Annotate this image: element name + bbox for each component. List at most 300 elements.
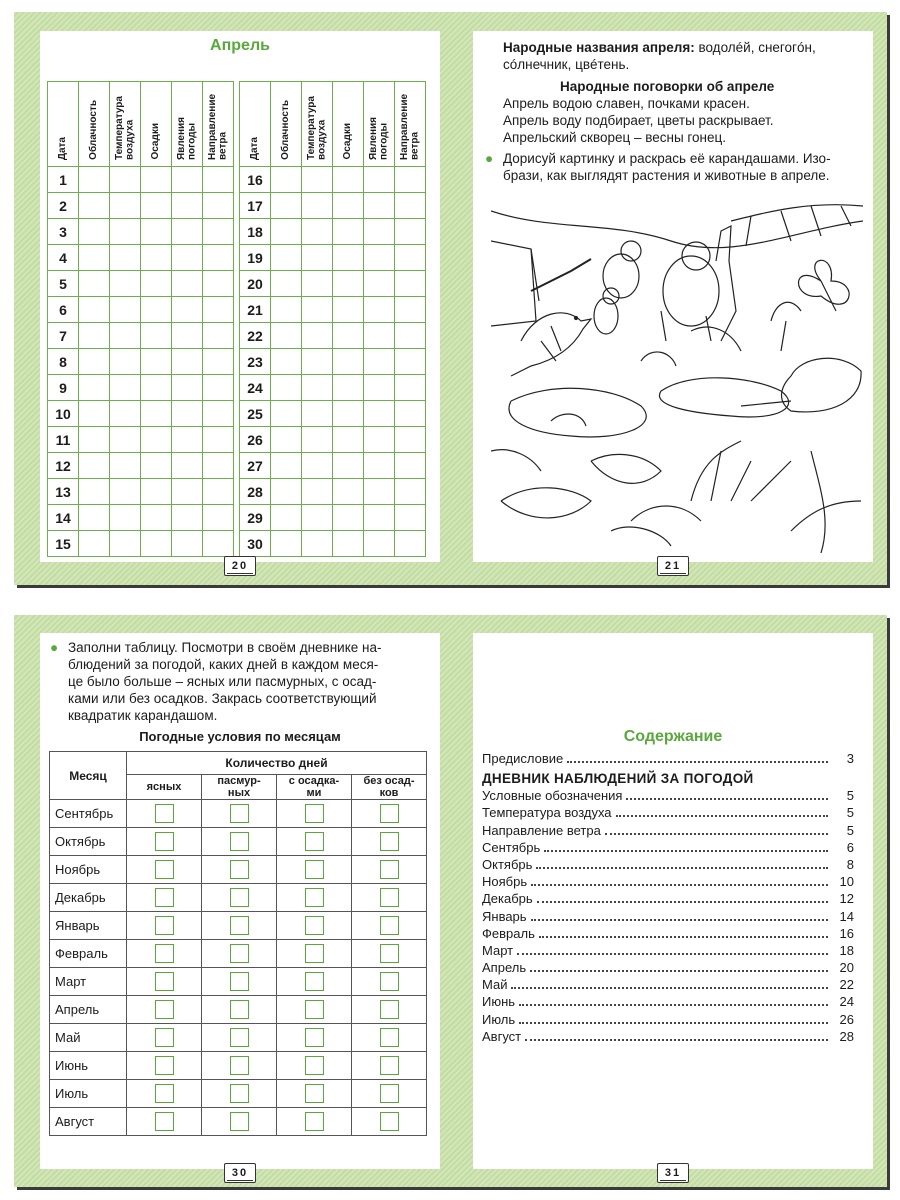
checkbox-cell bbox=[127, 884, 202, 912]
entry-cell[interactable] bbox=[271, 167, 302, 193]
month-name: Август bbox=[50, 1108, 127, 1136]
entry-cell[interactable] bbox=[302, 245, 333, 271]
entry-cell[interactable] bbox=[271, 219, 302, 245]
entry-cell[interactable] bbox=[271, 349, 302, 375]
entry-cell[interactable] bbox=[110, 479, 141, 505]
checkbox-cell bbox=[127, 828, 202, 856]
entry-cell[interactable] bbox=[203, 479, 234, 505]
checkbox-square[interactable] bbox=[380, 804, 399, 823]
checkbox-cell bbox=[202, 884, 277, 912]
entry-cell[interactable] bbox=[333, 479, 364, 505]
entry-cell[interactable] bbox=[203, 219, 234, 245]
toc-row bbox=[482, 1029, 854, 1046]
page-21 bbox=[473, 31, 873, 572]
entry-cell[interactable] bbox=[203, 245, 234, 271]
entry-cell[interactable] bbox=[395, 193, 426, 219]
column-header-label: Осадки bbox=[149, 123, 161, 160]
entry-cell[interactable] bbox=[302, 479, 333, 505]
entry-cell[interactable] bbox=[141, 271, 172, 297]
checkbox-square[interactable] bbox=[230, 1084, 249, 1103]
entry-cell[interactable] bbox=[395, 271, 426, 297]
entry-cell[interactable] bbox=[141, 349, 172, 375]
entry-cell[interactable] bbox=[79, 531, 110, 557]
column-header-label: Облачность bbox=[279, 100, 291, 160]
checkbox-square[interactable] bbox=[305, 888, 324, 907]
column-header bbox=[110, 82, 141, 167]
toc-page: 14 bbox=[839, 908, 854, 924]
entry-cell[interactable] bbox=[364, 271, 395, 297]
toc-page: 12 bbox=[839, 891, 854, 907]
entry-cell[interactable] bbox=[79, 193, 110, 219]
checkbox-square[interactable] bbox=[155, 804, 174, 823]
entry-cell[interactable] bbox=[172, 349, 203, 375]
column-header-label: Осадки bbox=[341, 123, 353, 160]
entry-cell[interactable] bbox=[203, 427, 234, 453]
toc-label: Октябрь bbox=[482, 856, 533, 872]
entry-cell[interactable] bbox=[203, 401, 234, 427]
entry-cell[interactable] bbox=[395, 505, 426, 531]
day-number: 6 bbox=[48, 297, 79, 323]
task-line: Заполни таблицу. Посмотри в своём дневнике на- bbox=[68, 640, 382, 655]
column-header-label: Дата bbox=[56, 136, 68, 160]
entry-cell[interactable] bbox=[141, 427, 172, 453]
entry-cell[interactable] bbox=[333, 531, 364, 557]
entry-cell[interactable] bbox=[395, 479, 426, 505]
entry-cell[interactable] bbox=[110, 375, 141, 401]
checkbox-square[interactable] bbox=[230, 972, 249, 991]
entry-cell[interactable] bbox=[271, 271, 302, 297]
entry-cell[interactable] bbox=[364, 505, 395, 531]
entry-cell[interactable] bbox=[333, 505, 364, 531]
checkbox-cell bbox=[352, 940, 427, 968]
entry-cell[interactable] bbox=[172, 245, 203, 271]
month-name: Декабрь bbox=[50, 884, 127, 912]
entry-cell[interactable] bbox=[79, 271, 110, 297]
entry-cell[interactable] bbox=[203, 505, 234, 531]
day-number: 12 bbox=[48, 453, 79, 479]
entry-cell[interactable] bbox=[110, 531, 141, 557]
entry-cell[interactable] bbox=[141, 479, 172, 505]
month-name: Январь bbox=[50, 912, 127, 940]
entry-cell[interactable] bbox=[395, 531, 426, 557]
entry-cell[interactable] bbox=[110, 193, 141, 219]
checkbox-square[interactable] bbox=[305, 944, 324, 963]
entry-cell[interactable] bbox=[364, 427, 395, 453]
sayings-title: Народные поговорки об апреле bbox=[560, 79, 775, 94]
column-header-label: Направление ветра bbox=[398, 93, 420, 160]
checkbox-square[interactable] bbox=[230, 860, 249, 879]
entry-cell[interactable] bbox=[302, 531, 333, 557]
entry-cell[interactable] bbox=[172, 271, 203, 297]
table-row bbox=[50, 884, 427, 912]
toc-label: Условные обозначения bbox=[482, 788, 623, 804]
day-number: 2 bbox=[48, 193, 79, 219]
entry-cell[interactable] bbox=[203, 323, 234, 349]
entry-cell[interactable] bbox=[302, 219, 333, 245]
toc-row bbox=[482, 891, 854, 908]
entry-cell[interactable] bbox=[203, 531, 234, 557]
checkbox-square[interactable] bbox=[305, 860, 324, 879]
entry-cell[interactable] bbox=[271, 375, 302, 401]
column-header: без осад- ков bbox=[352, 775, 427, 800]
entry-cell[interactable] bbox=[79, 297, 110, 323]
checkbox-square[interactable] bbox=[155, 1056, 174, 1075]
table-row bbox=[48, 375, 234, 401]
checkbox-square[interactable] bbox=[155, 944, 174, 963]
checkbox-square[interactable] bbox=[155, 888, 174, 907]
checkbox-square[interactable] bbox=[380, 888, 399, 907]
table-row bbox=[48, 271, 234, 297]
entry-cell[interactable] bbox=[110, 427, 141, 453]
entry-cell[interactable] bbox=[203, 271, 234, 297]
entry-cell[interactable] bbox=[271, 323, 302, 349]
entry-cell[interactable] bbox=[141, 401, 172, 427]
entry-cell[interactable] bbox=[141, 505, 172, 531]
entry-cell[interactable] bbox=[141, 245, 172, 271]
entry-cell[interactable] bbox=[333, 453, 364, 479]
toc-label: Февраль bbox=[482, 925, 535, 941]
table-row bbox=[240, 167, 426, 193]
task-line: це было больше – ясных или пасмурных, с осад- bbox=[68, 674, 377, 689]
entry-cell[interactable] bbox=[79, 323, 110, 349]
checkbox-square[interactable] bbox=[380, 944, 399, 963]
entry-cell[interactable] bbox=[364, 531, 395, 557]
day-number: 11 bbox=[48, 427, 79, 453]
entry-cell[interactable] bbox=[172, 193, 203, 219]
table-row bbox=[48, 479, 234, 505]
entry-cell[interactable] bbox=[364, 245, 395, 271]
column-header bbox=[79, 82, 110, 167]
checkbox-square[interactable] bbox=[305, 804, 324, 823]
entry-cell[interactable] bbox=[271, 245, 302, 271]
entry-cell[interactable] bbox=[141, 453, 172, 479]
entry-cell[interactable] bbox=[110, 167, 141, 193]
toc-row bbox=[482, 960, 854, 977]
checkbox-square[interactable] bbox=[230, 1028, 249, 1047]
page-number: 31 bbox=[657, 1163, 689, 1183]
checkbox-square[interactable] bbox=[305, 1056, 324, 1075]
checkbox-square[interactable] bbox=[380, 1112, 399, 1131]
entry-cell[interactable] bbox=[203, 193, 234, 219]
column-header bbox=[172, 82, 203, 167]
month-name: Июль bbox=[50, 1080, 127, 1108]
task-line: ками или без осадков. Закрась соответствующий bbox=[68, 691, 377, 706]
entry-cell[interactable] bbox=[271, 297, 302, 323]
entry-cell[interactable] bbox=[364, 479, 395, 505]
checkbox-square[interactable] bbox=[155, 916, 174, 935]
table-row bbox=[240, 531, 426, 557]
checkbox-square[interactable] bbox=[305, 1112, 324, 1131]
entry-cell[interactable] bbox=[333, 219, 364, 245]
entry-cell[interactable] bbox=[110, 349, 141, 375]
column-header-label: Явления погоды bbox=[175, 116, 197, 160]
checkbox-cell bbox=[277, 968, 352, 996]
checkbox-square[interactable] bbox=[155, 1028, 174, 1047]
entry-cell[interactable] bbox=[302, 453, 333, 479]
entry-cell[interactable] bbox=[302, 505, 333, 531]
entry-cell[interactable] bbox=[364, 219, 395, 245]
toc-leader bbox=[537, 891, 828, 903]
checkbox-cell bbox=[202, 1108, 277, 1136]
entry-cell[interactable] bbox=[333, 271, 364, 297]
entry-cell[interactable] bbox=[271, 453, 302, 479]
checkbox-square[interactable] bbox=[230, 1000, 249, 1019]
checkbox-cell bbox=[277, 1080, 352, 1108]
entry-cell[interactable] bbox=[110, 271, 141, 297]
checkbox-square[interactable] bbox=[230, 888, 249, 907]
toc-label: Март bbox=[482, 942, 514, 958]
entry-cell[interactable] bbox=[79, 167, 110, 193]
column-header bbox=[395, 82, 426, 167]
toc-page: 28 bbox=[839, 1028, 854, 1044]
entry-cell[interactable] bbox=[110, 219, 141, 245]
entry-cell[interactable] bbox=[141, 297, 172, 323]
day-number: 26 bbox=[240, 427, 271, 453]
entry-cell[interactable] bbox=[110, 323, 141, 349]
entry-cell[interactable] bbox=[172, 479, 203, 505]
checkbox-square[interactable] bbox=[380, 832, 399, 851]
checkbox-cell bbox=[202, 912, 277, 940]
entry-cell[interactable] bbox=[333, 401, 364, 427]
entry-cell[interactable] bbox=[172, 323, 203, 349]
entry-cell[interactable] bbox=[172, 167, 203, 193]
entry-cell[interactable] bbox=[172, 427, 203, 453]
table-row bbox=[240, 271, 426, 297]
entry-cell[interactable] bbox=[395, 167, 426, 193]
toc-label: Июль bbox=[482, 1011, 516, 1027]
entry-cell[interactable] bbox=[364, 453, 395, 479]
checkbox-square[interactable] bbox=[155, 1112, 174, 1131]
entry-cell[interactable] bbox=[79, 453, 110, 479]
entry-cell[interactable] bbox=[141, 375, 172, 401]
entry-cell[interactable] bbox=[79, 219, 110, 245]
checkbox-square[interactable] bbox=[380, 916, 399, 935]
toc-row bbox=[482, 788, 854, 805]
entry-cell[interactable] bbox=[395, 323, 426, 349]
day-number: 17 bbox=[240, 193, 271, 219]
checkbox-square[interactable] bbox=[155, 832, 174, 851]
checkbox-square[interactable] bbox=[380, 972, 399, 991]
page-number: 20 bbox=[224, 556, 256, 576]
entry-cell[interactable] bbox=[172, 505, 203, 531]
toc-leader bbox=[616, 805, 828, 817]
entry-cell[interactable] bbox=[141, 323, 172, 349]
names-line1: водолéй, снегогóн, bbox=[694, 40, 816, 55]
toc-row bbox=[482, 840, 854, 857]
entry-cell[interactable] bbox=[203, 375, 234, 401]
checkbox-cell bbox=[202, 1052, 277, 1080]
entry-cell[interactable] bbox=[395, 219, 426, 245]
toc-label: Май bbox=[482, 977, 508, 993]
checkbox-square[interactable] bbox=[305, 1000, 324, 1019]
day-number: 30 bbox=[240, 531, 271, 557]
entry-cell[interactable] bbox=[172, 375, 203, 401]
entry-cell[interactable] bbox=[271, 401, 302, 427]
entry-cell[interactable] bbox=[271, 479, 302, 505]
entry-cell[interactable] bbox=[395, 427, 426, 453]
checkbox-cell bbox=[352, 1108, 427, 1136]
bullet-icon: ● bbox=[485, 151, 494, 166]
checkbox-cell bbox=[127, 996, 202, 1024]
checkbox-square[interactable] bbox=[230, 1056, 249, 1075]
checkbox-square[interactable] bbox=[230, 944, 249, 963]
entry-cell[interactable] bbox=[141, 219, 172, 245]
names-label: Народные названия апреля: bbox=[503, 40, 695, 55]
table-row bbox=[240, 401, 426, 427]
column-header bbox=[302, 82, 333, 167]
entry-cell[interactable] bbox=[203, 297, 234, 323]
entry-cell[interactable] bbox=[364, 297, 395, 323]
entry-cell[interactable] bbox=[364, 401, 395, 427]
entry-cell[interactable] bbox=[141, 167, 172, 193]
entry-cell[interactable] bbox=[333, 349, 364, 375]
checkbox-square[interactable] bbox=[305, 1084, 324, 1103]
toc-leader bbox=[517, 943, 828, 955]
column-header bbox=[48, 82, 79, 167]
entry-cell[interactable] bbox=[172, 531, 203, 557]
entry-cell[interactable] bbox=[333, 193, 364, 219]
checkbox-square[interactable] bbox=[230, 916, 249, 935]
entry-cell[interactable] bbox=[203, 167, 234, 193]
entry-cell[interactable] bbox=[203, 453, 234, 479]
checkbox-square[interactable] bbox=[305, 972, 324, 991]
entry-cell[interactable] bbox=[271, 427, 302, 453]
entry-cell[interactable] bbox=[395, 375, 426, 401]
entry-cell[interactable] bbox=[79, 375, 110, 401]
toc-row bbox=[482, 943, 854, 960]
checkbox-square[interactable] bbox=[230, 832, 249, 851]
column-header bbox=[333, 82, 364, 167]
entry-cell[interactable] bbox=[172, 453, 203, 479]
checkbox-cell bbox=[277, 884, 352, 912]
checkbox-square[interactable] bbox=[155, 1000, 174, 1019]
entry-cell[interactable] bbox=[110, 505, 141, 531]
toc-leader bbox=[536, 857, 828, 869]
column-header bbox=[203, 82, 234, 167]
entry-cell[interactable] bbox=[110, 245, 141, 271]
toc-label: Январь bbox=[482, 908, 527, 924]
entry-cell[interactable] bbox=[79, 479, 110, 505]
entry-cell[interactable] bbox=[79, 427, 110, 453]
entry-cell[interactable] bbox=[79, 349, 110, 375]
entry-cell[interactable] bbox=[79, 505, 110, 531]
entry-cell[interactable] bbox=[110, 401, 141, 427]
entry-cell[interactable] bbox=[302, 349, 333, 375]
entry-cell[interactable] bbox=[79, 401, 110, 427]
day-number: 1 bbox=[48, 167, 79, 193]
entry-cell[interactable] bbox=[141, 531, 172, 557]
entry-cell[interactable] bbox=[79, 245, 110, 271]
entry-cell[interactable] bbox=[302, 427, 333, 453]
day-number: 4 bbox=[48, 245, 79, 271]
entry-cell[interactable] bbox=[395, 297, 426, 323]
checkbox-cell bbox=[127, 940, 202, 968]
entry-cell[interactable] bbox=[141, 193, 172, 219]
column-header-label: Температура воздуха bbox=[305, 96, 327, 160]
entry-cell[interactable] bbox=[302, 401, 333, 427]
entry-cell[interactable] bbox=[302, 375, 333, 401]
checkbox-square[interactable] bbox=[155, 860, 174, 879]
day-number: 10 bbox=[48, 401, 79, 427]
checkbox-square[interactable] bbox=[305, 1028, 324, 1047]
table-row bbox=[48, 427, 234, 453]
entry-cell[interactable] bbox=[395, 401, 426, 427]
entry-cell[interactable] bbox=[172, 401, 203, 427]
toc-leader bbox=[531, 909, 828, 921]
entry-cell[interactable] bbox=[110, 297, 141, 323]
page-number: 21 bbox=[657, 556, 689, 576]
month-name: Ноябрь bbox=[50, 856, 127, 884]
entry-cell[interactable] bbox=[271, 193, 302, 219]
checkbox-cell bbox=[277, 828, 352, 856]
checkbox-square[interactable] bbox=[380, 860, 399, 879]
checkbox-cell bbox=[277, 856, 352, 884]
toc-page: 18 bbox=[839, 942, 854, 958]
checkbox-square[interactable] bbox=[230, 1112, 249, 1131]
entry-cell[interactable] bbox=[333, 167, 364, 193]
entry-cell[interactable] bbox=[172, 297, 203, 323]
entry-cell[interactable] bbox=[271, 531, 302, 557]
entry-cell[interactable] bbox=[203, 349, 234, 375]
entry-cell[interactable] bbox=[395, 349, 426, 375]
entry-cell[interactable] bbox=[302, 323, 333, 349]
entry-cell[interactable] bbox=[364, 323, 395, 349]
saying-3: Апрельский скворец – весны гонец. bbox=[503, 130, 726, 145]
column-header-label: Температура воздуха bbox=[113, 96, 135, 160]
entry-cell[interactable] bbox=[333, 323, 364, 349]
entry-cell[interactable] bbox=[271, 505, 302, 531]
entry-cell[interactable] bbox=[302, 193, 333, 219]
checkbox-square[interactable] bbox=[305, 832, 324, 851]
entry-cell[interactable] bbox=[302, 297, 333, 323]
day-number: 23 bbox=[240, 349, 271, 375]
entry-cell[interactable] bbox=[302, 271, 333, 297]
entry-cell[interactable] bbox=[302, 167, 333, 193]
checkbox-cell bbox=[127, 1080, 202, 1108]
checkbox-cell bbox=[127, 1108, 202, 1136]
spread-april bbox=[14, 12, 887, 585]
checkbox-square[interactable] bbox=[155, 972, 174, 991]
entry-cell[interactable] bbox=[364, 349, 395, 375]
column-header: пасмур- ных bbox=[202, 775, 277, 800]
checkbox-square[interactable] bbox=[380, 1056, 399, 1075]
day-number: 19 bbox=[240, 245, 271, 271]
entry-cell[interactable] bbox=[364, 167, 395, 193]
toc-row bbox=[482, 874, 854, 891]
checkbox-square[interactable] bbox=[380, 1084, 399, 1103]
toc-label: Сентябрь bbox=[482, 839, 541, 855]
entry-cell[interactable] bbox=[364, 193, 395, 219]
entry-cell[interactable] bbox=[110, 453, 141, 479]
checkbox-square[interactable] bbox=[155, 1084, 174, 1103]
entry-cell[interactable] bbox=[172, 219, 203, 245]
table-row bbox=[50, 1108, 427, 1136]
entry-cell[interactable] bbox=[333, 297, 364, 323]
table-row bbox=[50, 1052, 427, 1080]
entry-cell[interactable] bbox=[333, 375, 364, 401]
entry-cell[interactable] bbox=[395, 245, 426, 271]
checkbox-square[interactable] bbox=[380, 1000, 399, 1019]
checkbox-cell bbox=[127, 968, 202, 996]
entry-cell[interactable] bbox=[333, 245, 364, 271]
table-row bbox=[48, 453, 234, 479]
entry-cell[interactable] bbox=[333, 427, 364, 453]
checkbox-square[interactable] bbox=[305, 916, 324, 935]
checkbox-square[interactable] bbox=[230, 804, 249, 823]
entry-cell[interactable] bbox=[364, 375, 395, 401]
entry-cell[interactable] bbox=[395, 453, 426, 479]
checkbox-square[interactable] bbox=[380, 1028, 399, 1047]
